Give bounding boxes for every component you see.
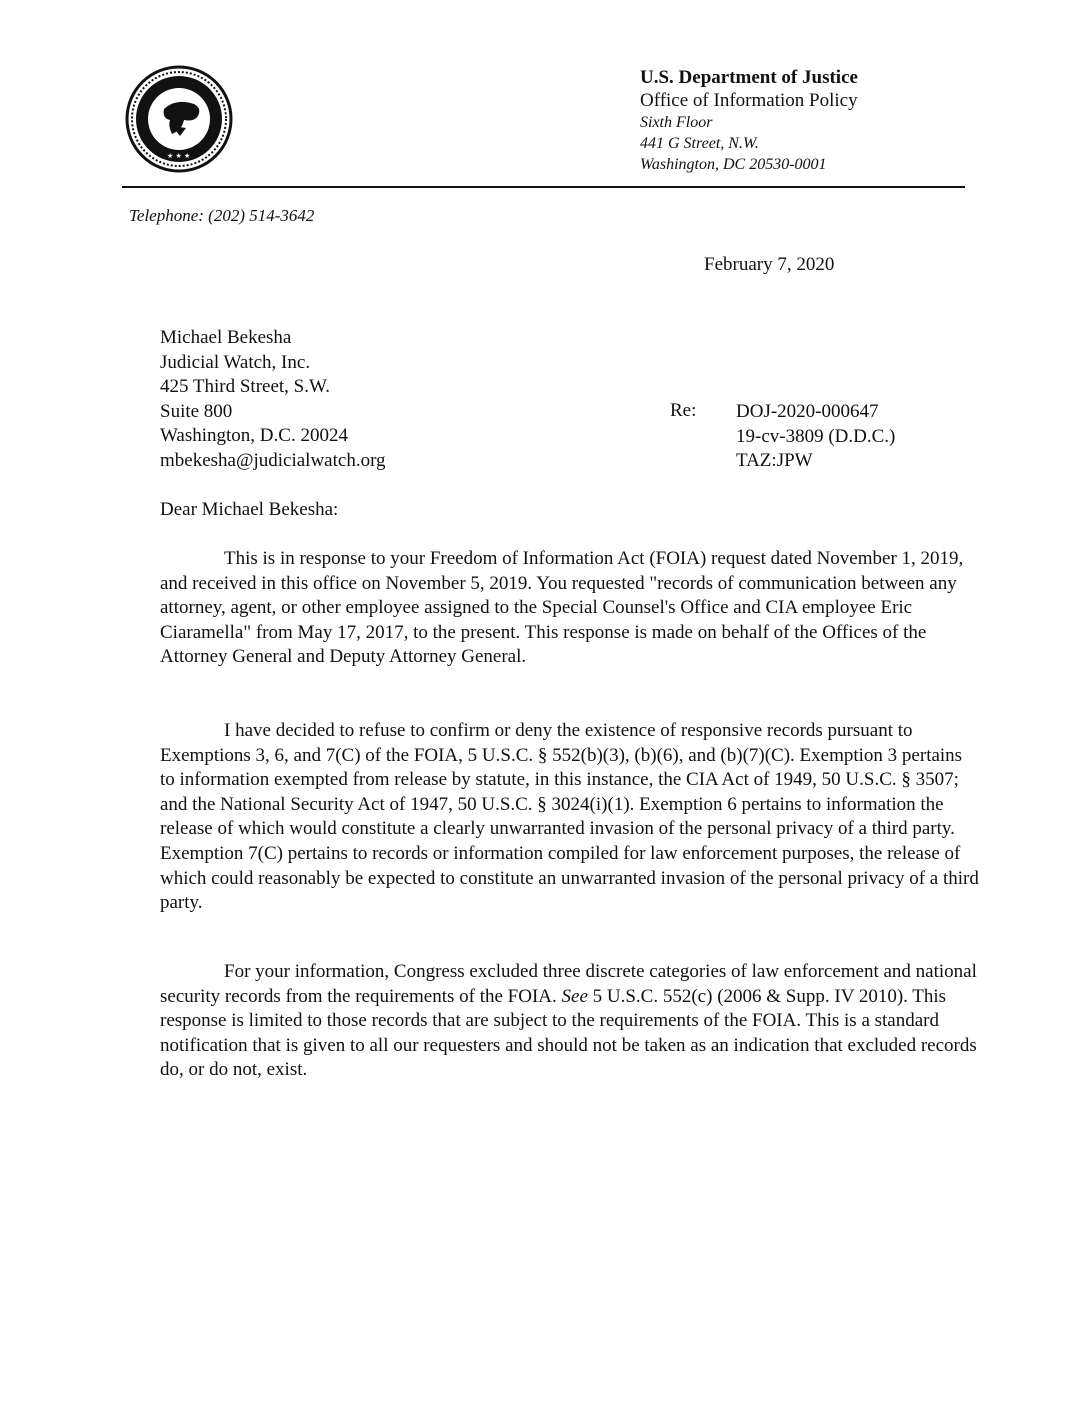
paragraph-2 bbox=[160, 719, 980, 916]
paragraph-3-part2: 5 U.S.C. 552(c) (2006 & Supp. IV 2010). This response is limited to those records that are subject to the requirements of the FOIA. This is a standard notification that is given to all our requesters and should not be taken as an indication that excluded records do, or do not, exist. bbox=[160, 985, 977, 1081]
paragraph-3-part1: For your information, Congress excluded three discrete categories of law enforcement and national security records from the requirements of the FOIA. bbox=[160, 961, 977, 1007]
addressee-block bbox=[160, 326, 386, 474]
salutation: Dear Michael Bekesha: bbox=[160, 499, 339, 520]
paragraph-3-text bbox=[160, 960, 980, 1083]
telephone-number: Telephone: (202) 514-3642 bbox=[129, 206, 315, 225]
addressee-street: 425 Third Street, S.W. bbox=[160, 376, 330, 398]
reference-block bbox=[736, 400, 895, 474]
paragraph-1-text: This is in response to your Freedom of Information Act (FOIA) request dated November 1, 2019, and received in this office on November 5, 2019. You requested "records of communication between any attorney, agent, or other employee assigned to the Special Counsel's Office and CIA employee Eric Ciaramella" from May 17, 2017, to the present. This response is made on behalf of the Offices of the Attorney General and Deputy Attorney General. bbox=[160, 548, 964, 668]
request-number: DOJ-2020-000647 bbox=[736, 401, 879, 422]
office-name: Office of Information Policy bbox=[640, 90, 858, 111]
office-address-line1: Sixth Floor bbox=[640, 114, 713, 131]
addressee-organization: Judicial Watch, Inc. bbox=[160, 351, 311, 373]
reference-initials: TAZ:JPW bbox=[736, 450, 813, 472]
letterhead bbox=[640, 66, 858, 175]
paragraph-1 bbox=[160, 547, 980, 670]
department-name: U.S. Department of Justice bbox=[640, 67, 858, 88]
office-address-line2: 441 G Street, N.W. bbox=[640, 135, 759, 152]
see-citation-signal: See bbox=[561, 985, 588, 1007]
reference-label: Re: bbox=[670, 400, 697, 421]
addressee-city: Washington, D.C. 20024 bbox=[160, 425, 348, 447]
case-number: 19-cv-3809 (D.D.C.) bbox=[736, 425, 896, 447]
addressee-name: Michael Bekesha bbox=[160, 327, 292, 348]
letter-date: February 7, 2020 bbox=[704, 254, 835, 275]
addressee-email: mbekesha@judicialwatch.org bbox=[160, 449, 386, 471]
paragraph-3 bbox=[160, 960, 980, 1083]
office-address-line3: Washington, DC 20530-0001 bbox=[640, 156, 827, 173]
addressee-suite: Suite 800 bbox=[160, 400, 233, 422]
letterhead-divider bbox=[122, 186, 965, 188]
paragraph-2-text: I have decided to refuse to confirm or deny the existence of responsive records pursuant to Exemptions 3, 6, and 7(C) of the FOIA, 5 U.S.C. § 552(b)(3), (b)(6), and (b)(7)(C). Exemption 3 pertains to information exempted from release by statute, in this instance, the CIA Act of 1949, 50 U.S.C. § 3507; and the National Security Act of 1947, 50 U.S.C. § 3024(i)(1). Exemption 6 pertains to information the release of which would constitute a clearly unwarranted invasion of the personal privacy of a third party. Exemption 7(C) pertains to records or information compiled for law enforcement purposes, the release of which could reasonably be expected to constitute an unwarranted invasion of the personal privacy of a third party. bbox=[160, 720, 979, 914]
doj-seal-icon bbox=[124, 64, 234, 174]
svg-text:★ ★ ★: ★ ★ ★ bbox=[167, 152, 191, 160]
